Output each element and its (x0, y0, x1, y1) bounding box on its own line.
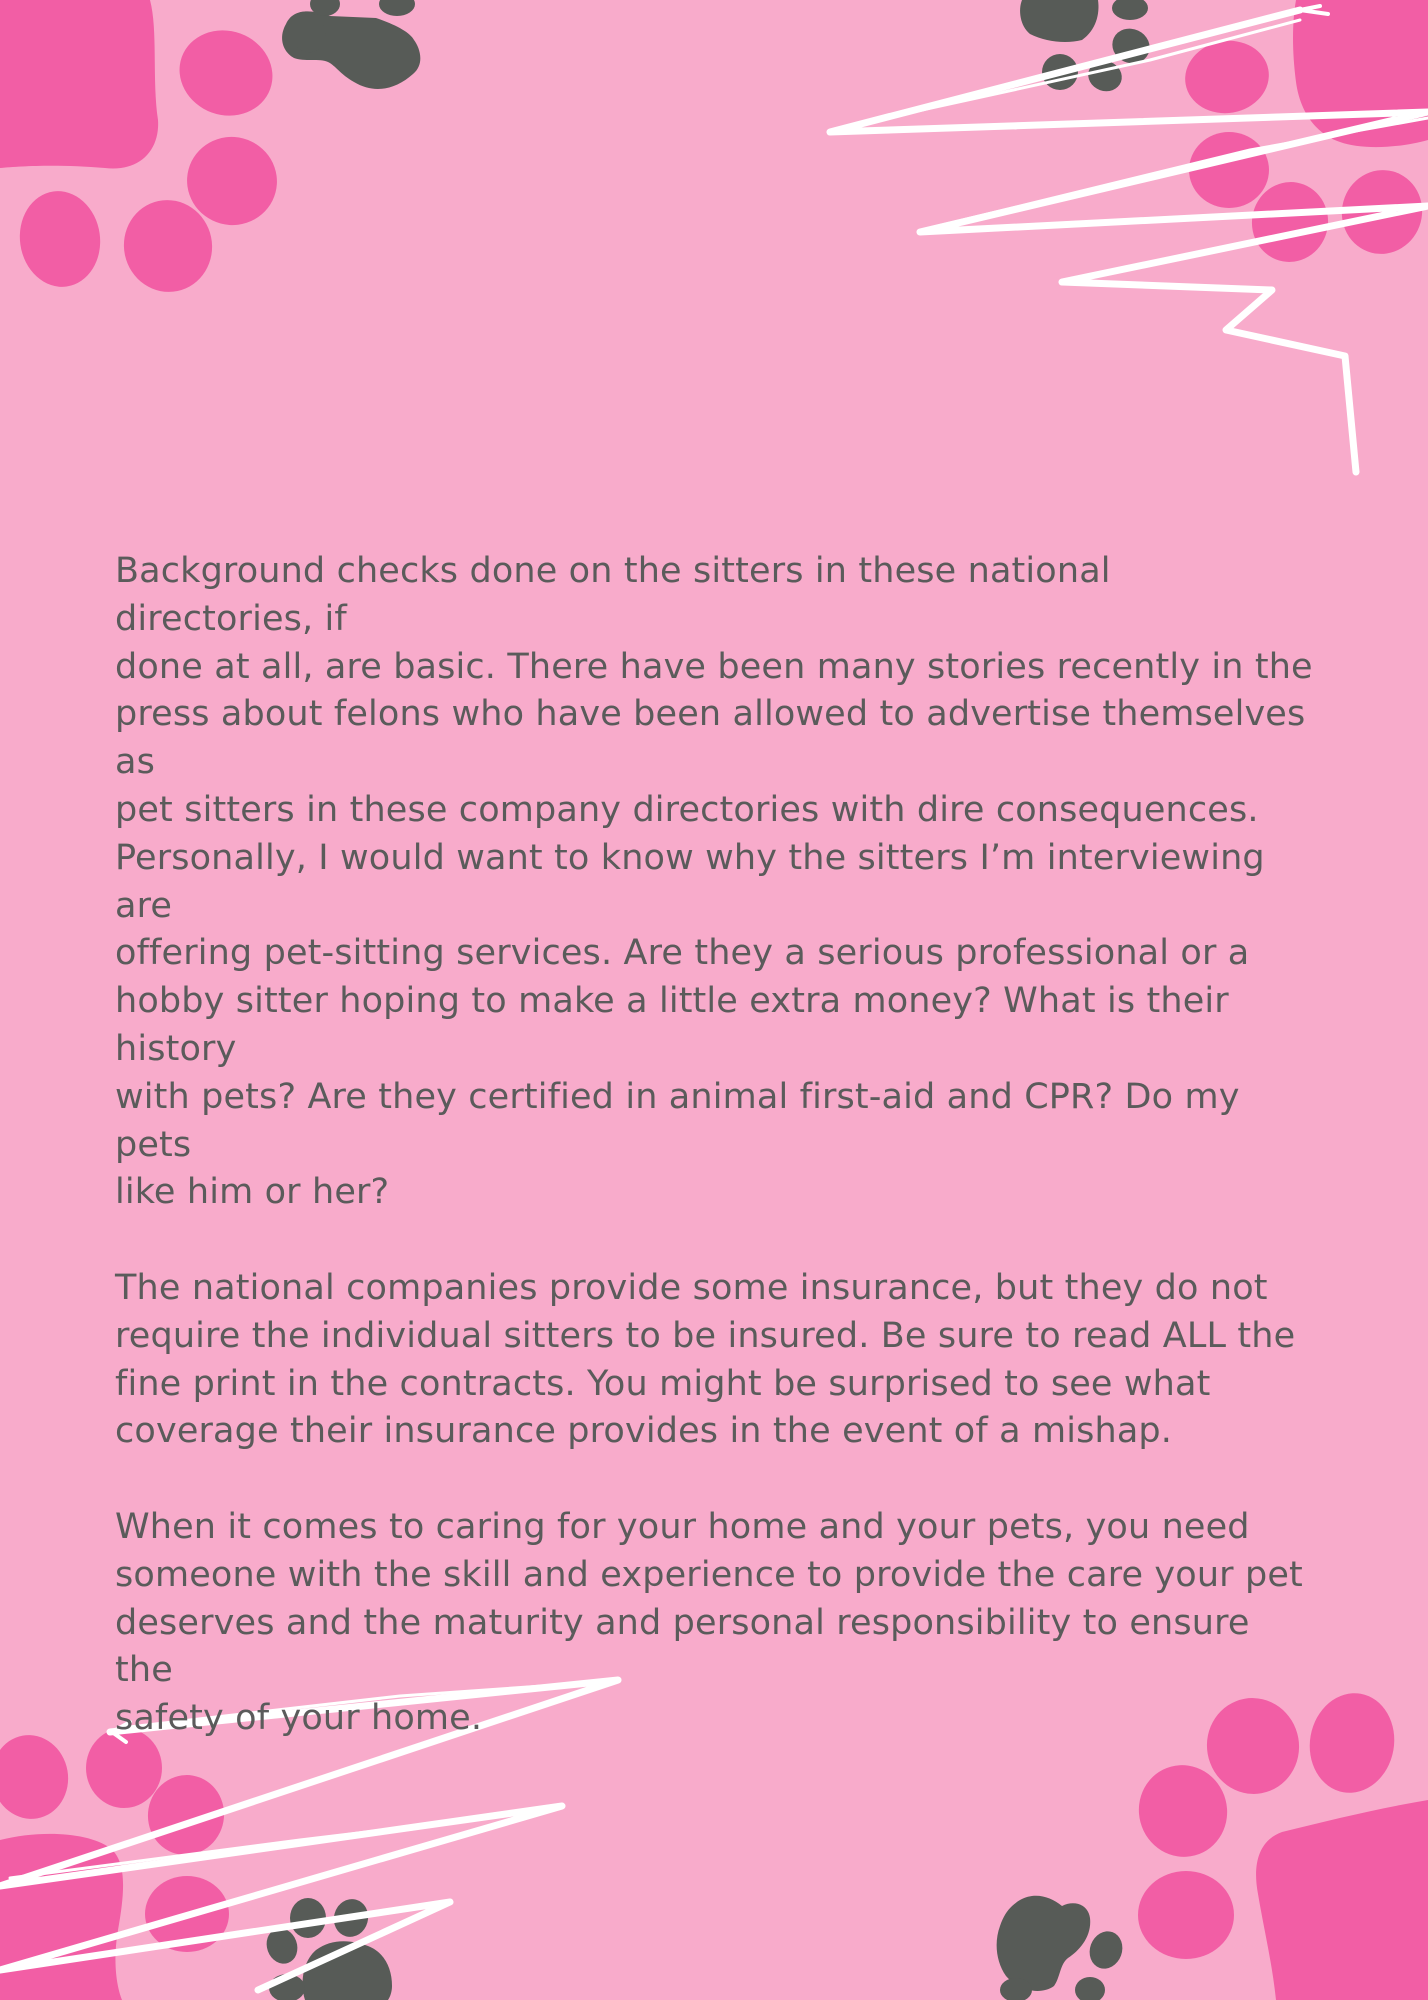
paw-print-icon (281, 0, 420, 89)
paragraph-background-checks: Background checks done on the sitters in these national directories, if done at all, are basic. There have been many stories recently in the press about felons who have been allowed to advertise themselves as pet sitters in these company directories with dire consequences. Personally, I would want to know why the sitters I’m interviewing are offering pet-sitting services. Are they a serious professional or a hobby sitter hoping to make a little extra money? What is their history with pets? Are they certified in animal first-aid and CPR? Do my pets like him or her? (115, 551, 1313, 1213)
paragraph-caring: When it comes to caring for your home and your pets, you need someone with the skill and experience to provide the care your pet deserves and the maturity and personal responsibility to ensure the safety of your home. (115, 1506, 1303, 1739)
paragraph-insurance: The national companies provide some insurance, but they do not require the individual sitters to be insured. Be sure to read ALL the fine print in the contracts. You might be surprised to see what coverage their insurance provides in the event of a mishap. (115, 1267, 1296, 1452)
body-text (115, 548, 1315, 1743)
paw-print-icon (1179, 0, 1428, 268)
paw-print-icon (0, 0, 287, 300)
paw-print-icon (997, 1896, 1128, 2000)
paw-print-icon (1020, 0, 1155, 96)
